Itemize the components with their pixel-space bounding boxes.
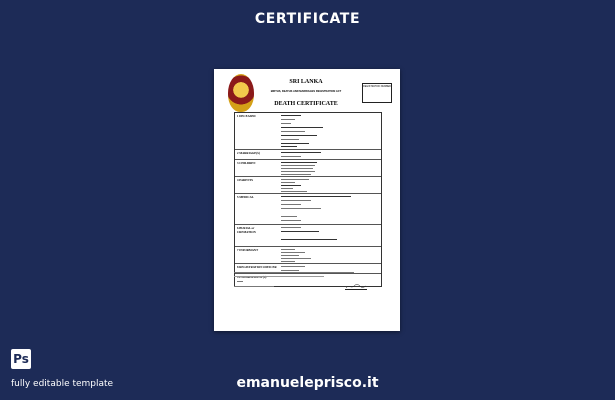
section-medical [235, 194, 381, 225]
photoshop-icon: Ps [11, 349, 31, 369]
editable-template-label: fully editable template [11, 379, 114, 389]
certificate-document [214, 69, 400, 331]
registration-box-label: REGISTRATION NUMBER [363, 86, 391, 88]
section-children [235, 160, 381, 177]
section-label: 5 MEDICAL [237, 195, 254, 199]
section-label: 3 CHILDREN [237, 161, 256, 165]
sri-lanka-emblem-icon [228, 74, 254, 112]
website-link[interactable]: emanueleprisco.it [236, 375, 379, 391]
document-country: SRI LANKA [289, 79, 323, 85]
section-label: 1 DECEASED [237, 114, 256, 118]
section-label: 6 BURIAL or CREMATION [237, 226, 256, 234]
section-deceased [235, 113, 381, 150]
registrar-line [234, 286, 380, 287]
document-department: BIRTHS, DEATHS AND MARRIAGES REGISTRATION ACT [270, 90, 342, 93]
section-burial [235, 225, 381, 247]
section-marriages [235, 150, 381, 160]
document-title: DEATH CERTIFICATE [274, 101, 338, 107]
section-label: 2 MARRIAGE(S) [237, 151, 260, 155]
section-label: 7 INFORMANT [237, 248, 259, 252]
certificate-footnote [234, 272, 380, 277]
page-heading: CERTIFICATE [254, 11, 361, 27]
registration-box [362, 83, 392, 103]
certificate-sections [234, 112, 382, 287]
section-parents [235, 177, 381, 194]
section-informant [235, 247, 381, 264]
section-label: 8 REGISTRATION OFFICER [237, 265, 277, 269]
section-label: 4 PARENTS [237, 178, 254, 182]
